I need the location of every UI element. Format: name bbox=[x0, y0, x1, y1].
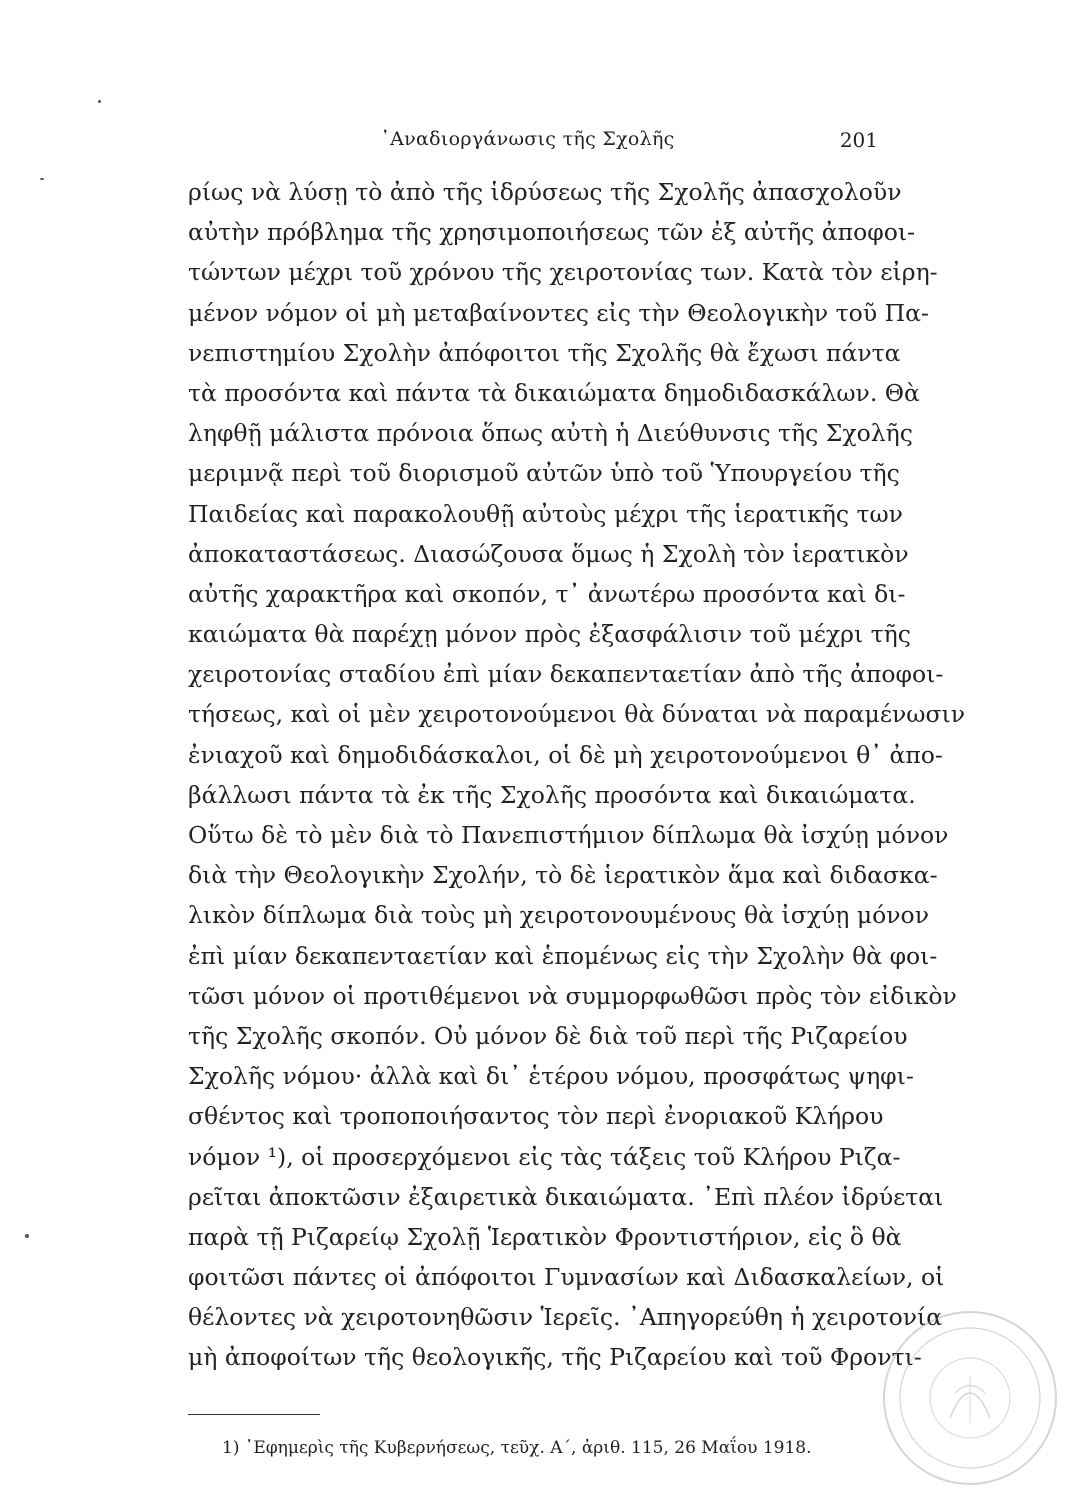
text-line: παρὰ τῇ Ριζαρείῳ Σχολῇ Ἱερατικὸν Φροντιστήριον, εἰς ὃ θὰ bbox=[188, 1222, 902, 1251]
text-line: τῆς Σχολῆς σκοπόν. Οὐ μόνον δὲ διὰ τοῦ περὶ τῆς Ριζαρείου bbox=[188, 1021, 908, 1050]
text-line: Οὕτω δὲ τὸ μὲν διὰ τὸ Πανεπιστήμιον δίπλωμα θὰ ἰσχύῃ μόνον bbox=[188, 821, 949, 849]
university-seal-icon bbox=[870, 1298, 1070, 1498]
text-line: μὴ ἀποφοίτων τῆς θεολογικῆς, τῆς Ριζαρείου καὶ τοῦ Φροντι- bbox=[188, 1343, 922, 1372]
text-line: Παιδείας καὶ παρακολουθῇ αὐτοὺς μέχρι τῆς ἱερατικῆς των bbox=[188, 499, 903, 528]
page-number: 201 bbox=[839, 128, 878, 152]
text-line: διὰ τὴν Θεολογικὴν Σχολήν, τὸ δὲ ἱερατικὸν ἅμα καὶ διδασκα- bbox=[188, 861, 938, 890]
text-line: ἐνιαχοῦ καὶ δημοδιδάσκαλοι, οἱ δὲ μὴ χειροτονούμενοι θ᾿ ἀπο- bbox=[188, 740, 943, 769]
body-text bbox=[188, 172, 965, 1378]
text-line: Σχολῆς νόμου· ἀλλὰ καὶ δι᾿ ἑτέρου νόμου, προσφάτως ψηφι- bbox=[188, 1062, 914, 1091]
text-line: μεριμνᾷ περὶ τοῦ διορισμοῦ αὐτῶν ὑπὸ τοῦ Ὑπουργείου τῆς bbox=[188, 459, 900, 488]
text-line: ἀποκαταστάσεως. Διασώζουσα ὅμως ἡ Σχολὴ τὸν ἱερατικὸν bbox=[188, 539, 909, 568]
text-line: αὐτῆς χαρακτῆρα καὶ σκοπόν, τ᾿ ἀνωτέρω προσόντα καὶ δι- bbox=[188, 579, 906, 608]
running-head bbox=[175, 128, 880, 158]
text-line: θέλοντες νὰ χειροτονηθῶσιν Ἱερεῖς. ᾿Απηγορεύθη ἡ χειροτονία bbox=[188, 1303, 943, 1332]
text-line: τώντων μέχρι τοῦ χρόνου τῆς χειροτονίας των. Κατὰ τὸν εἰρη- bbox=[188, 258, 938, 287]
text-line: αὐτὴν πρόβλημα τῆς χρησιμοποιήσεως τῶν ἐξ αὐτῆς ἀποφοι- bbox=[188, 218, 916, 247]
scan-speck bbox=[98, 100, 101, 103]
text-line: τήσεως, καὶ οἱ μὲν χειροτονούμενοι θὰ δύναται νὰ παραμένωσιν bbox=[188, 700, 965, 729]
footnote: 1) ᾿Εφημερὶς τῆς Κυβερνήσεως, τεῦχ. Α΄, ἀριθ. 115, 26 Μαΐου 1918. bbox=[222, 1438, 812, 1458]
footnote-rule bbox=[188, 1414, 320, 1415]
scan-speck bbox=[25, 1234, 29, 1238]
text-line: νεπιστημίου Σχολὴν ἀπόφοιτοι τῆς Σχολῆς θὰ ἔχωσι πάντα bbox=[188, 338, 901, 367]
running-title: ᾿Αναδιοργάνωσις τῆς Σχολῆς bbox=[380, 128, 675, 150]
text-line: μένον νόμον οἱ μὴ μεταβαίνοντες εἰς τὴν Θεολογικὴν τοῦ Πα- bbox=[188, 298, 929, 327]
text-line: βάλλωσι πάντα τὰ ἐκ τῆς Σχολῆς προσόντα καὶ δικαιώματα. bbox=[188, 780, 916, 809]
text-line: ἐπὶ μίαν δεκαπενταετίαν καὶ ἑπομένως εἰς τὴν Σχολὴν θὰ φοι- bbox=[188, 941, 938, 970]
text-line: τὰ προσόντα καὶ πάντα τὰ δικαιώματα δημοδιδασκάλων. Θὰ bbox=[188, 378, 920, 407]
text-line: λικὸν δίπλωμα διὰ τοὺς μὴ χειροτονουμένους θὰ ἰσχύῃ μόνον bbox=[188, 901, 929, 930]
text-line: τῶσι μόνον οἱ προτιθέμενοι νὰ συμμορφωθῶσι πρὸς τὸν εἰδικὸν bbox=[188, 981, 957, 1010]
text-line: ληφθῇ μάλιστα πρόνοια ὅπως αὐτὴ ἡ Διεύθυνσις τῆς Σχολῆς bbox=[188, 419, 913, 448]
text-line: νόμον ¹), οἱ προσερχόμενοι εἰς τὰς τάξεις τοῦ Κλήρου Ριζα- bbox=[188, 1142, 901, 1171]
text-line: σθέντος καὶ τροποποιήσαντος τὸν περὶ ἐνοριακοῦ Κλήρου bbox=[188, 1102, 884, 1131]
text-line: καιώματα θὰ παρέχῃ μόνον πρὸς ἐξασφάλισιν τοῦ μέχρι τῆς bbox=[188, 620, 911, 649]
text-line: ρεῖται ἀποκτῶσιν ἐξαιρετικὰ δικαιώματα. ᾿Επὶ πλέον ἱδρύεται bbox=[188, 1182, 944, 1211]
text-line: φοιτῶσι πάντες οἱ ἀπόφοιτοι Γυμνασίων καὶ Διδασκαλείων, οἱ bbox=[188, 1263, 945, 1292]
text-line: χειροτονίας σταδίου ἐπὶ μίαν δεκαπενταετίαν ἀπὸ τῆς ἀποφοι- bbox=[188, 660, 944, 689]
scan-speck bbox=[40, 178, 44, 180]
text-line: ρίως νὰ λύσῃ τὸ ἀπὸ τῆς ἱδρύσεως τῆς Σχολῆς ἀπασχολοῦν bbox=[188, 178, 902, 206]
